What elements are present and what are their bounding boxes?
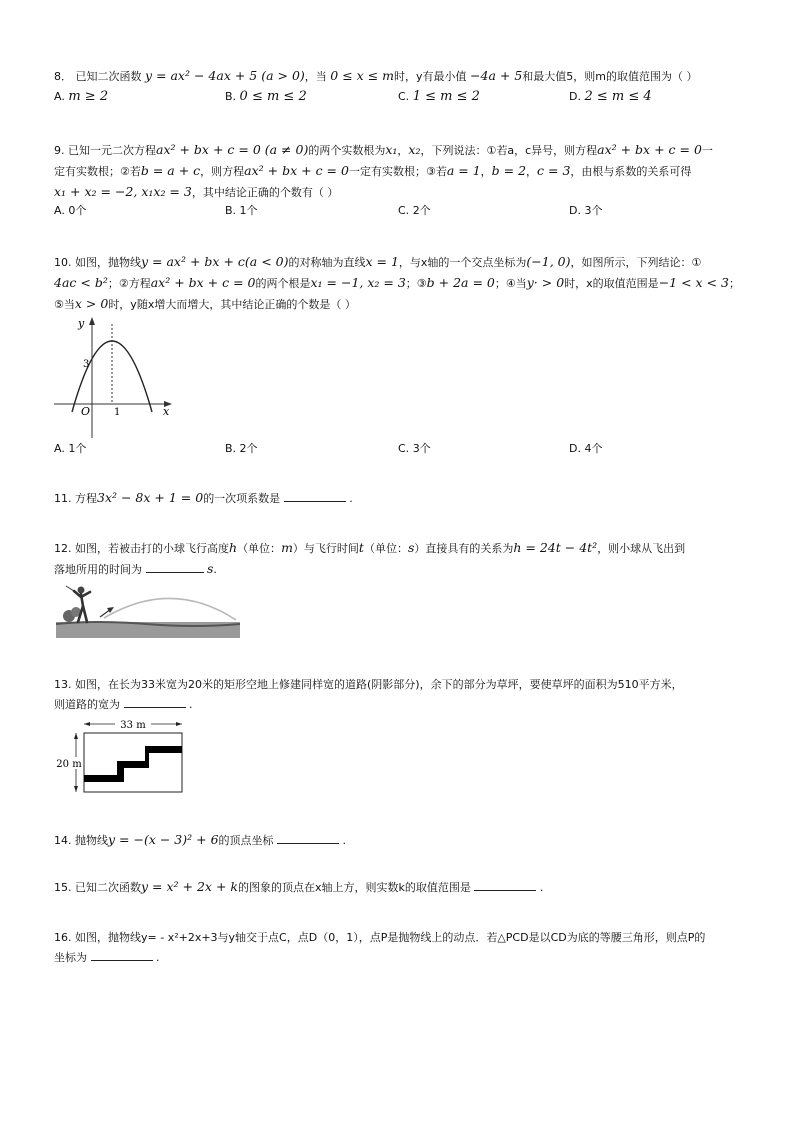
question-text: ，由根与系数的关系可得	[570, 165, 692, 178]
question-number: 12.	[54, 542, 72, 555]
question-text: 时，y有最小值	[394, 70, 471, 83]
formula: x > 0	[74, 296, 109, 311]
formula: b = a + c	[140, 163, 201, 178]
question-10-options	[54, 440, 744, 460]
x-axis-label: x	[163, 405, 170, 418]
arrow	[74, 786, 78, 792]
formula: 3x² − 8x + 1 = 0	[97, 490, 204, 505]
question-text: 时，x的取值范围是	[564, 277, 659, 290]
formula: −1 < x < 3	[658, 275, 729, 290]
option-b[interactable]	[225, 202, 258, 218]
question-text: 如图，抛物线y= - x²+2x+3与y轴交于点C，点D（0，1），点P是抛物线上的动点．若△PCD是以CD为底的等腰三角形，则点P的	[75, 931, 706, 944]
arrow	[176, 722, 182, 726]
option-a[interactable]	[54, 440, 86, 456]
question-text: ，下列说法：①若a，c异号，则方程	[420, 144, 598, 157]
option-letter: A.	[54, 90, 69, 103]
question-text: 如图，抛物线	[75, 256, 141, 269]
question-text: 的对称轴为直线	[288, 256, 366, 269]
question-12	[54, 538, 744, 580]
question-line	[54, 140, 744, 161]
answer-blank[interactable]	[124, 695, 186, 708]
option-a[interactable]	[54, 89, 108, 104]
flight-arrow-head	[107, 607, 114, 613]
golfer-head	[78, 587, 85, 594]
question-8-options	[54, 89, 744, 109]
formula: h	[229, 540, 238, 555]
question-number: 16.	[54, 931, 72, 944]
golf-club	[66, 586, 74, 591]
y-tick-label: 3	[83, 359, 90, 370]
golfer-illustration	[56, 584, 240, 640]
option-text: 3个	[412, 442, 431, 455]
formula: s	[407, 540, 415, 555]
option-text: m ≥ 2	[68, 89, 109, 104]
question-text: ）直接具有的关系为	[414, 542, 514, 555]
question-text: .	[539, 881, 544, 894]
option-text: 3个	[584, 204, 603, 217]
option-letter: A.	[54, 442, 69, 455]
formula: y = x² + 2x + k	[141, 879, 238, 894]
formula: t	[358, 540, 364, 555]
question-text: 则道路的宽为	[54, 698, 120, 711]
option-letter: C.	[398, 90, 413, 103]
option-text: 1个	[68, 442, 87, 455]
question-text: 已知一元二次方程	[68, 144, 156, 157]
formula: x₁	[385, 142, 398, 157]
question-text: 已知二次函数	[75, 881, 141, 894]
question-line	[54, 538, 744, 559]
formula: x₂	[408, 142, 421, 157]
question-text: 坐标为	[54, 951, 87, 964]
option-text: 2个	[412, 204, 431, 217]
question-text: ，	[480, 165, 492, 178]
question-text: 一定有实数根；③若	[348, 165, 447, 178]
formula: y = ax² + bx + c(a < 0)	[141, 254, 289, 269]
question-text: ，与x轴的一个交点坐标为	[398, 256, 527, 269]
question-line	[54, 273, 744, 294]
question-text: .	[349, 492, 353, 505]
question-text: 落地所用的时间为	[54, 563, 142, 576]
question-text: .	[342, 834, 347, 847]
option-b[interactable]	[225, 440, 258, 456]
question-text: ；③	[405, 277, 427, 290]
question-text: 和最大值5，则m的取值范围为（ ）	[522, 70, 698, 83]
answer-blank[interactable]	[277, 831, 339, 844]
option-text: 4个	[584, 442, 603, 455]
option-text: 2个	[239, 442, 258, 455]
question-16	[54, 928, 744, 968]
option-c[interactable]	[398, 202, 431, 218]
option-letter: D.	[569, 442, 585, 455]
question-text: 如图，在长为33米宽为20米的矩形空地上修建同样宽的道路(阴影部分)，余下的部分为草坪，要使草坪的面积为510平方米，	[75, 678, 683, 691]
formula: ax² + bx + c = 0 (a ≠ 0)	[156, 142, 309, 157]
option-letter: A.	[54, 204, 69, 217]
ball-trajectory	[104, 598, 236, 620]
question-text: ，如图所示，下列结论：①	[570, 256, 702, 269]
option-c[interactable]	[398, 440, 431, 456]
question-9-options	[54, 202, 744, 222]
height-label: 20 m	[56, 759, 82, 770]
question-text: 一	[701, 144, 713, 157]
question-text: ；	[728, 277, 740, 290]
question-text: 抛物线	[75, 834, 108, 847]
question-text: ，当	[304, 70, 331, 83]
question-text: .	[156, 951, 160, 964]
question-text: ，则小球从飞出到	[597, 542, 686, 555]
formula: (−1, 0)	[526, 254, 571, 269]
question-number: 15.	[54, 881, 72, 894]
formula: s	[207, 561, 214, 576]
question-text: ，	[526, 165, 538, 178]
question-text: 的图象的顶点在x轴上方，则实数k的取值范围是	[237, 881, 471, 894]
option-letter: B.	[225, 204, 240, 217]
question-text: ）与飞行时间	[292, 542, 359, 555]
question-line	[54, 695, 744, 715]
formula: y = −(x − 3)² + 6	[108, 832, 219, 847]
arrow	[84, 722, 90, 726]
origin-label: O	[81, 405, 91, 418]
question-number: 8．	[54, 70, 72, 83]
formula: x₁ = −1, x₂ = 3	[310, 275, 406, 290]
question-line	[54, 559, 744, 580]
formula: ax² + bx + c = 0	[150, 275, 256, 290]
question-number: 11.	[54, 492, 72, 505]
x-tick-label: 1	[114, 407, 121, 418]
option-d[interactable]	[569, 440, 602, 456]
formula: ax² + bx + c = 0	[597, 142, 702, 157]
question-15	[54, 877, 744, 898]
question-number: 9.	[54, 144, 65, 157]
formula: b + 2a = 0	[426, 275, 495, 290]
question-text: ，则方程	[200, 165, 245, 178]
formula: y = ax² − 4ax + 5 (a > 0)	[145, 68, 305, 83]
formula: a = 1	[446, 163, 481, 178]
question-number: 13.	[54, 678, 72, 691]
question-text: ；②方程	[107, 277, 151, 290]
parabola-graph	[48, 312, 178, 444]
option-d[interactable]	[569, 202, 602, 218]
question-line	[54, 928, 744, 948]
option-text: 1 ≤ m ≤ 2	[412, 89, 480, 104]
question-line	[54, 675, 744, 695]
question-text: 的一次项系数是	[203, 492, 281, 505]
question-text: （单位：	[237, 542, 282, 555]
question-14	[54, 830, 744, 851]
formula: x = 1	[365, 254, 399, 269]
answer-blank[interactable]	[146, 560, 204, 573]
formula: x₁ + x₂ = −2, x₁x₂ = 3	[54, 184, 192, 199]
question-text: 定有实数根；②若	[54, 165, 141, 178]
option-letter: B.	[225, 442, 240, 455]
question-text: 已知二次函数	[75, 70, 145, 83]
question-text: .	[189, 698, 193, 711]
question-text: ；④当	[494, 277, 527, 290]
question-line	[54, 948, 744, 968]
question-number: 10.	[54, 256, 72, 269]
answer-blank[interactable]	[91, 948, 153, 961]
question-8	[54, 66, 744, 87]
question-number: 14.	[54, 834, 72, 847]
question-line	[54, 182, 744, 203]
golfer-body	[74, 591, 90, 622]
option-text: 1个	[239, 204, 258, 217]
formula: −4a + 5	[470, 68, 523, 83]
question-13	[54, 675, 744, 715]
question-text: .	[213, 563, 217, 576]
option-a[interactable]	[54, 202, 86, 218]
question-text: 的两个根是	[255, 277, 311, 290]
y-axis-arrow	[89, 317, 95, 325]
question-11	[54, 488, 744, 509]
formula: m	[281, 540, 293, 555]
option-c[interactable]	[398, 89, 480, 104]
option-letter: C.	[398, 204, 413, 217]
formula: ax² + bx + c = 0	[244, 163, 349, 178]
question-text: 如图，若被击打的小球飞行高度	[75, 542, 229, 555]
question-text: ⑤当	[54, 298, 75, 311]
road-diagram	[54, 716, 194, 800]
formula: 0 ≤ x ≤ m	[330, 68, 394, 83]
answer-blank[interactable]	[474, 878, 536, 891]
question-line	[54, 252, 744, 273]
formula: h = 24t − 4t²	[513, 540, 598, 555]
option-letter: D.	[569, 90, 585, 103]
y-axis-label: y	[78, 317, 85, 330]
question-text: 方程	[75, 492, 97, 505]
formula: c = 3	[537, 163, 571, 178]
question-text: （单位：	[363, 542, 408, 555]
question-text: 的顶点坐标	[218, 834, 274, 847]
option-d[interactable]	[569, 89, 652, 104]
answer-blank[interactable]	[284, 489, 346, 502]
question-9	[54, 140, 744, 203]
option-letter: B.	[225, 90, 240, 103]
width-label: 33 m	[120, 720, 146, 731]
formula: b = 2	[491, 163, 527, 178]
arrow	[74, 733, 78, 739]
question-text: ，其中结论正确的个数有（ ）	[191, 186, 339, 199]
question-10	[54, 252, 744, 315]
option-text: 2 ≤ m ≤ 4	[584, 89, 652, 104]
option-letter: D.	[569, 204, 585, 217]
question-text: ，	[397, 144, 409, 157]
question-line	[54, 161, 744, 182]
question-text: 的两个实数根为	[308, 144, 386, 157]
option-b[interactable]	[225, 89, 307, 104]
formula: 4ac < b²	[54, 275, 108, 290]
option-letter: C.	[398, 442, 413, 455]
option-text: 0 ≤ m ≤ 2	[239, 89, 307, 104]
question-text: 时，y随x增大而增大，其中结论正确的个数是（ ）	[108, 298, 356, 311]
formula: y· > 0	[526, 275, 565, 290]
option-text: 0个	[68, 204, 87, 217]
